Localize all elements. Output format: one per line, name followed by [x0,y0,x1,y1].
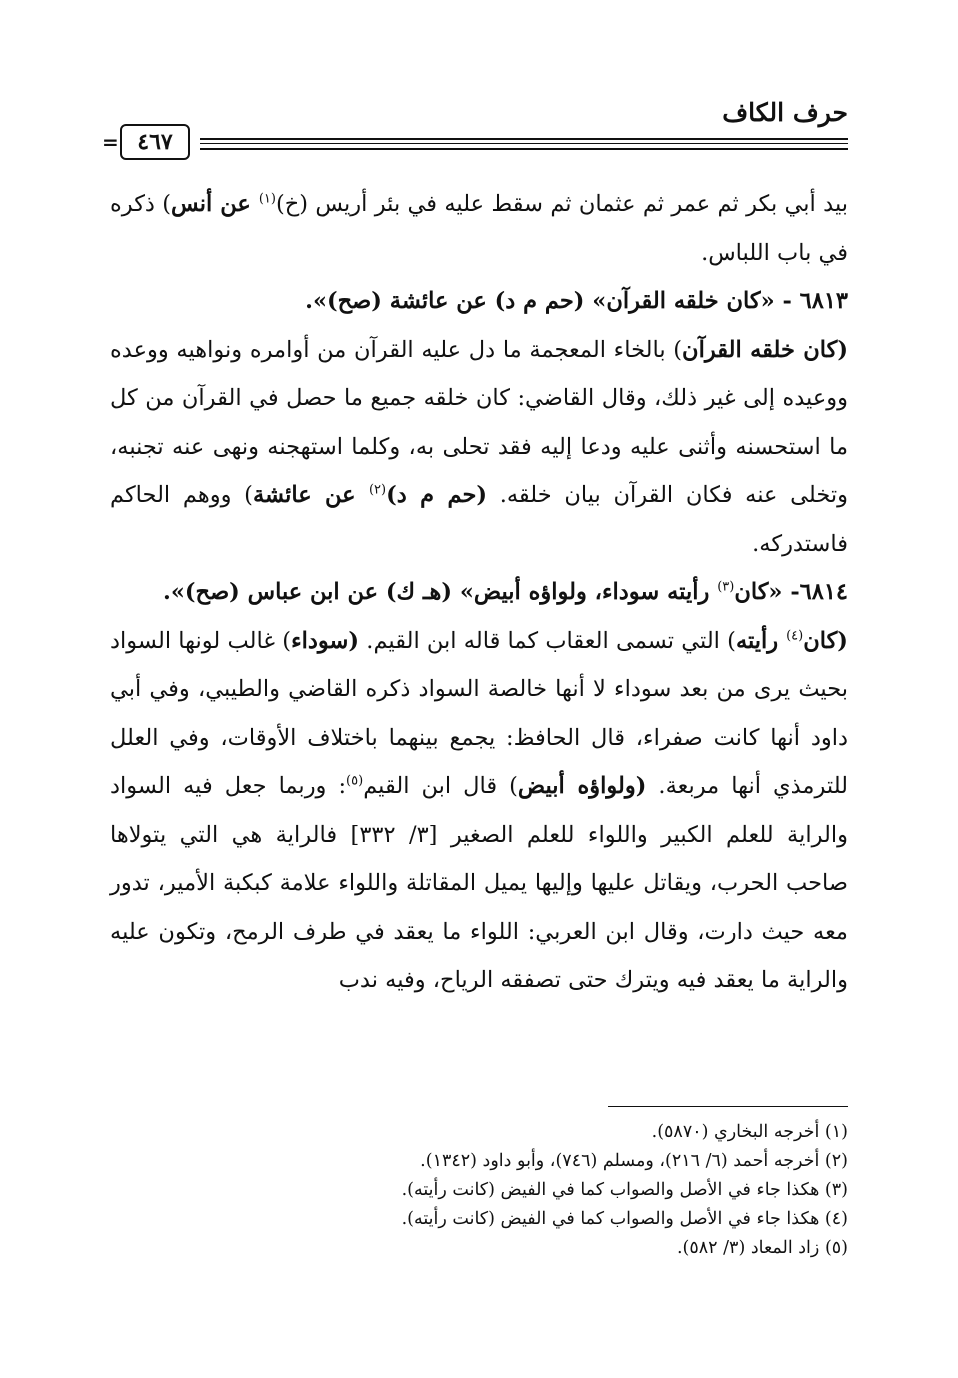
bold-span: (ولواؤه أبيض [517,773,647,799]
text-span: ) بالخاء المعجمة ما دل عليه القرآن من أوامره ونواهيه ووعده ووعيده إلى غير ذلك، وقال القاضي: كان خلقه جميع ما حصل في القرآن من كل ما استحسنه وأثنى عليه ودعا إليه فقد تحلى به، وكلما استهجنه ونهى عنه تجنبه، وتخلى عنه فكان القرآن بيان خلقه. [110,336,848,508]
footnote-1: (١) أخرجه البخاري (٥٨٧٠). [651,1122,848,1142]
footnote-ref: (٣) [717,579,735,595]
header-rule-middle [200,143,848,144]
footnote-2: (٢) أخرجه أحمد (٦/ ٢١٦)، ومسلم (٧٤٦)، وأبو داود (١٣٤٢). [420,1151,848,1171]
hadith-heading: ٦٨١٣ - «كان خلقه القرآن» (حم م د) عن عائشة (صح)». [305,288,848,314]
bold-span: (كان [803,627,848,654]
paragraph-3 [110,326,848,569]
header-rule-top [200,138,848,140]
bold-span: عن عائشة [252,482,369,508]
header-rule-bottom [200,148,848,150]
page-marker: = [102,130,119,154]
text-span: ) ووهم الحاكم فاستدركه. [110,482,848,557]
bold-span: (سوداء [291,627,360,654]
footnote-3: (٣) هكذا جاء في الأصل والصواب كما في الفيض (كانت رأيته). [401,1180,848,1200]
footnote-4: (٤) هكذا جاء في الأصل والصواب كما في الفيض (كانت رأيته). [401,1209,848,1229]
bold-span: (كان خلقه القرآن [682,336,848,363]
bold-span: رأيته [735,627,787,654]
paragraph-1 [110,180,848,277]
text-span: بيد أبي بكر ثم عمر ثم عثمان ثم سقط عليه في بئر أريس (خ) [275,191,848,217]
footnote-ref: (٢) [368,482,387,498]
text-span: ) غالب لونها السواد بحيث يرى من بعد سوداء لا أنها خالصة السواد ذكره القاضي والطيبي، وفي أبي داود أنها كانت صفراء، قال الحافظ: يجمع بينهما باختلاف الأوقات، وفي العلل للترمذي أنها مربعة. [110,627,848,799]
footnote-ref: (٤) [786,628,804,643]
hadith-heading: رأيته سوداء، ولواؤه أبيض» (هـ ك) عن ابن عباس (صح)». [163,579,718,605]
main-text [110,180,848,1005]
footnote-ref: (١) [258,191,276,207]
text-span: ) التي تسمى العقاب كما قاله ابن القيم. [359,627,736,654]
text-span: : وربما جعل فيه السواد والراية للعلم الكبير واللواء للعلم الصغير [٣/ ٣٣٢] فالراية هي التي يتولاها صاحب الحرب، ويقاتل عليها وإليها يميل المقاتلة واللواء علامة كبكبة الأمير، تدور معه حيث دارت، وقال ابن العربي: اللواء ما يعقد في طرف الرمح، وتكون عليه والراية ما يعقد فيه ويترك حتى تصفقه الرياح، وفيه ندب [110,773,849,993]
hadith-6814 [110,568,848,617]
footnote-5: (٥) زاد المعاد (٣/ ٥٨٢). [676,1238,848,1258]
bold-span: (حم م د) [386,482,487,508]
page-number: ٤٦٧ [120,124,190,160]
hadith-heading: ٦٨١٤- «كان [734,579,848,605]
hadith-6813 [110,277,848,326]
bold-span: عن أنس [171,191,259,217]
footnote-separator [608,1106,848,1107]
text-span: ) ذكره في باب اللباس. [110,191,848,266]
paragraph-5 [110,617,848,1005]
footnotes [110,1118,848,1263]
chapter-title: حرف الكاف [722,98,848,127]
text-span: ) قال ابن القيم [363,773,518,799]
footnote-ref: (٥) [346,773,364,789]
